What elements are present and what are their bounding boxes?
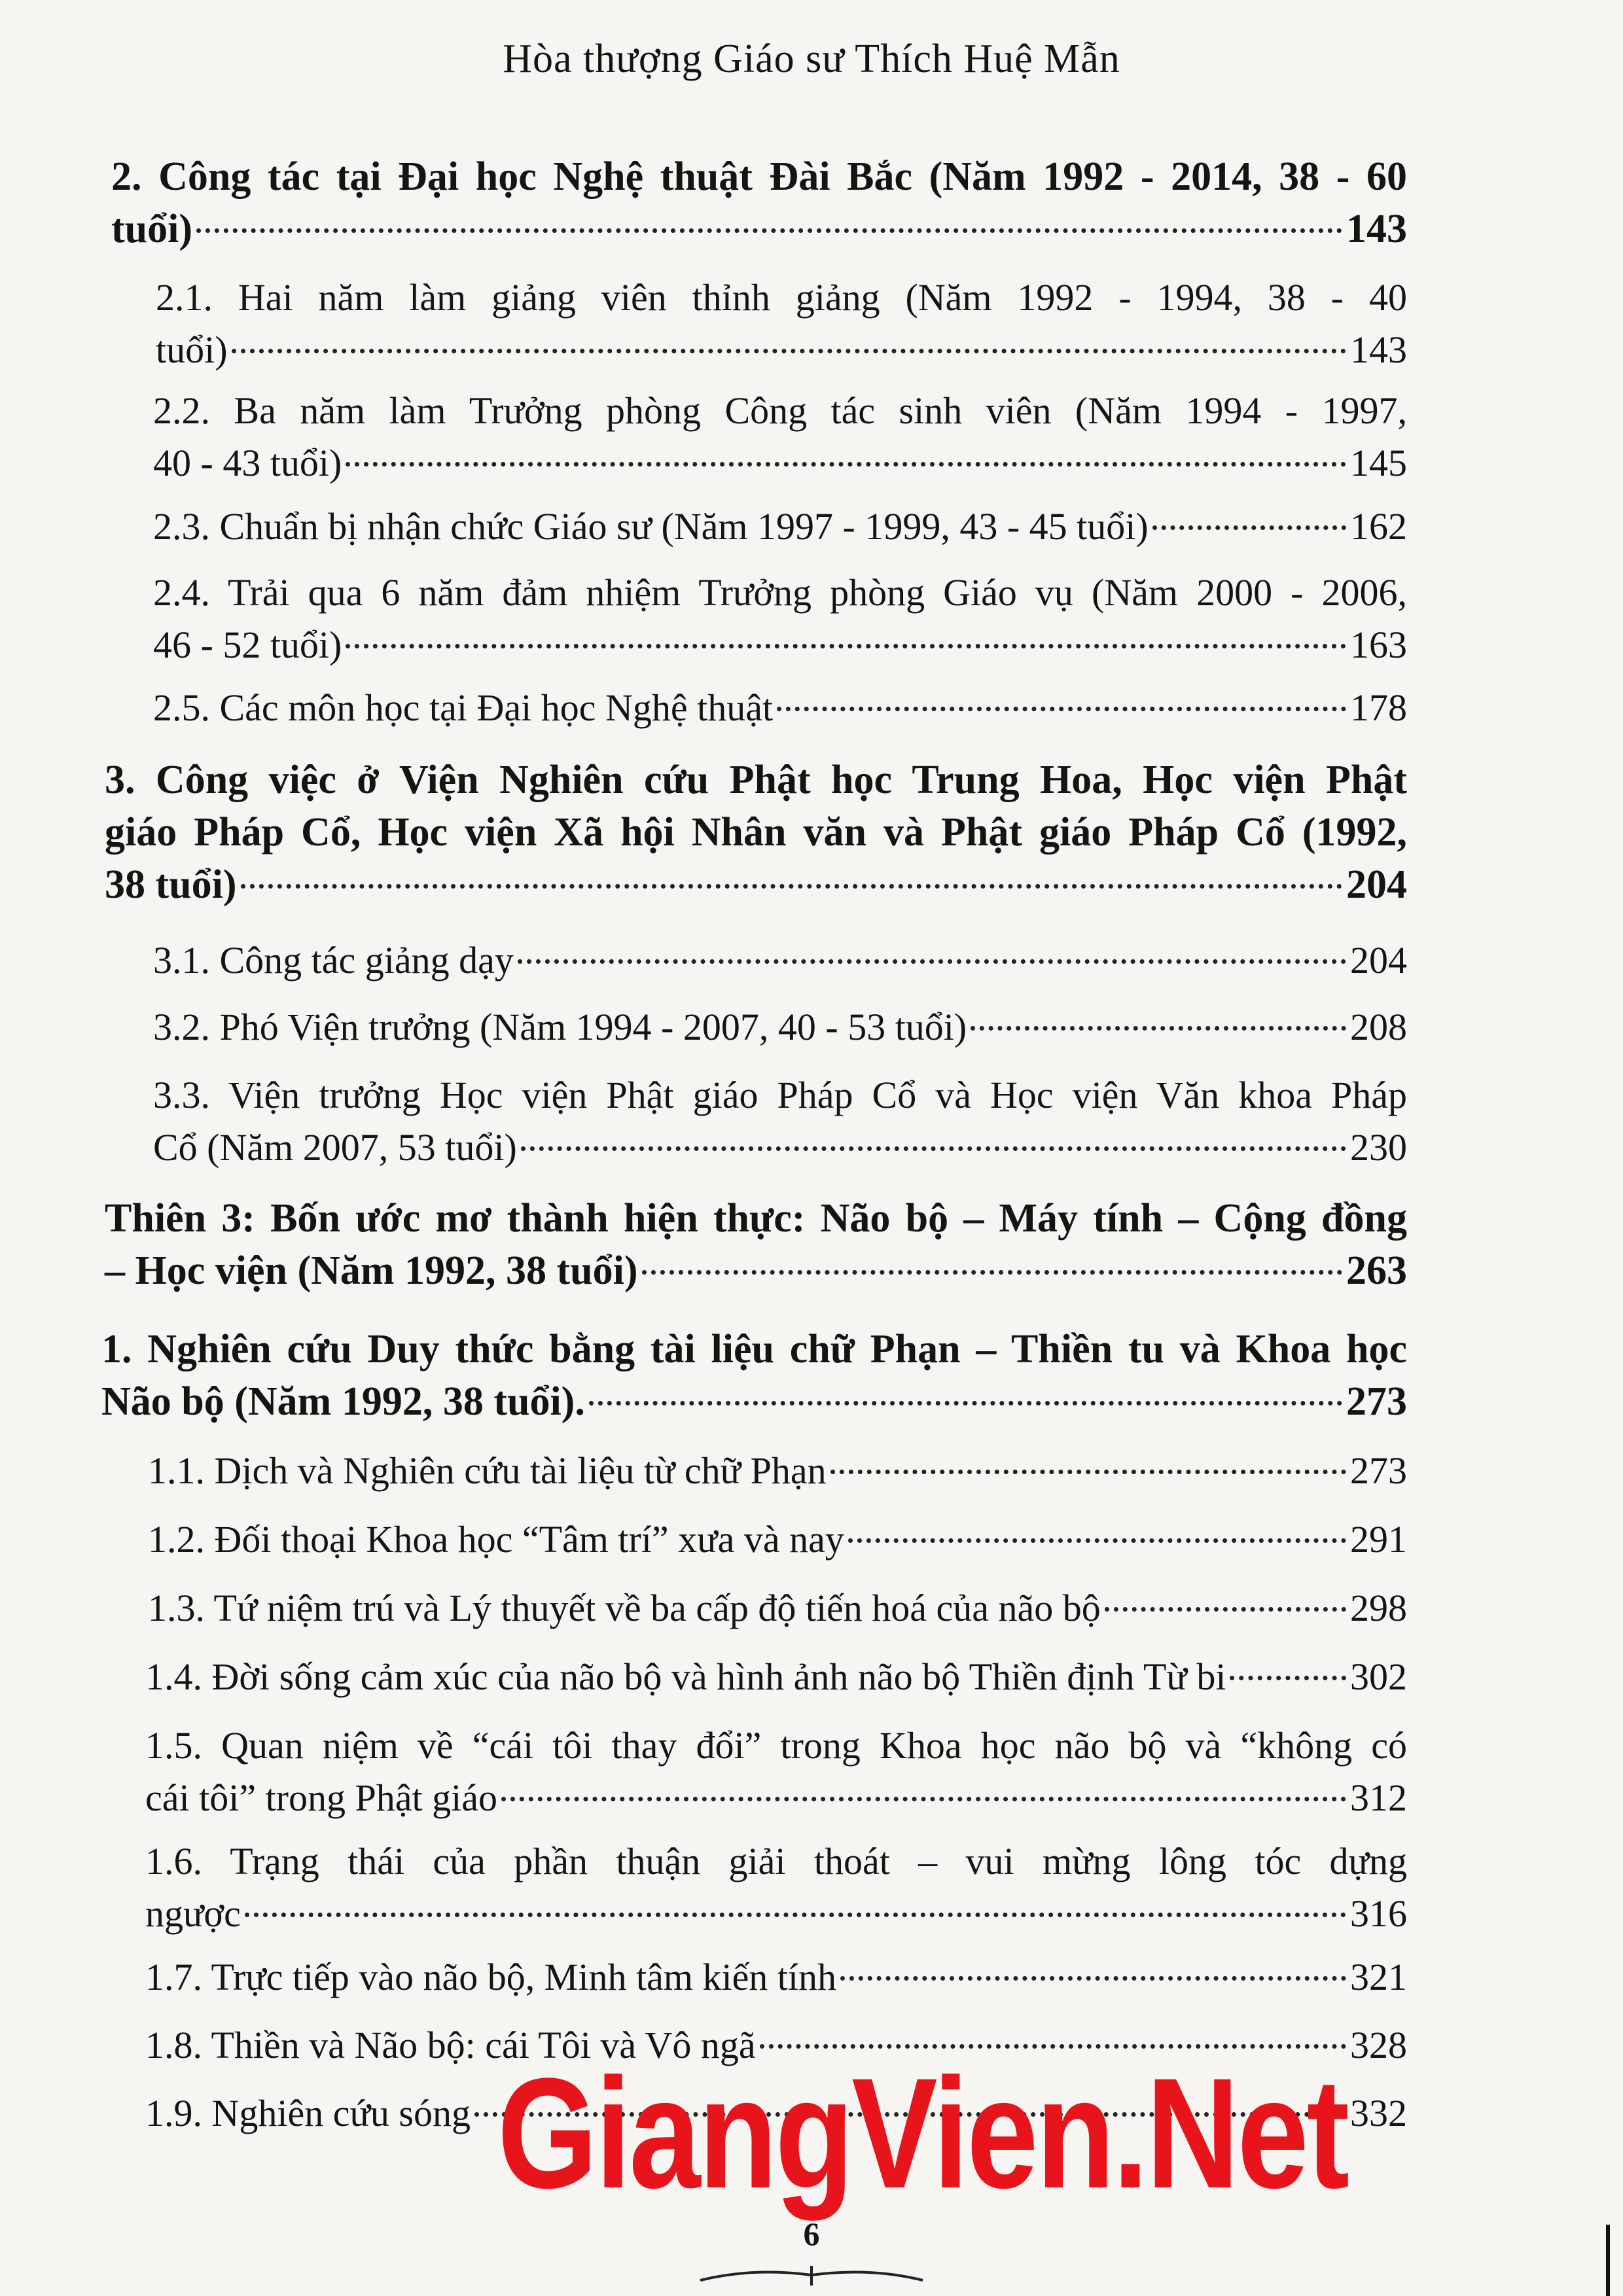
dot-leader: [241, 884, 1343, 889]
toc-entry-title-line2: 40 - 43 tuổi): [153, 442, 342, 484]
toc-entry-page: 143: [1346, 207, 1407, 251]
toc-entry-page: 316: [1350, 1892, 1407, 1935]
toc-entry-page: 273: [1350, 1449, 1407, 1492]
toc-entry-page: 204: [1346, 862, 1407, 907]
toc-entry-page: 328: [1350, 2024, 1407, 2066]
dot-leader: [501, 1797, 1346, 1801]
dot-leader: [518, 959, 1346, 964]
toc-entry-title-line2: – Học viện (Năm 1992, 38 tuổi): [105, 1248, 638, 1293]
dot-leader: [232, 349, 1346, 353]
toc-entry-title-line1: 3.3. Viện trưởng Học viện Phật giáo Pháp Cổ và Học viện Văn khoa Pháp: [153, 1074, 1407, 1116]
toc-entry-title-line1: 1.6. Trạng thái của phần thuận giải thoát – vui mừng lông tóc dựng: [145, 1840, 1407, 1882]
toc-entry-title-line2: 46 - 52 tuổi): [153, 624, 342, 666]
dot-leader: [840, 1976, 1346, 1981]
toc-entry: [153, 934, 1407, 987]
page-edge-mark: [1606, 2225, 1610, 2296]
toc-entry-page: 321: [1350, 1956, 1407, 1998]
toc-entry: [153, 385, 1407, 489]
toc-entry-title-line1: 3. Công việc ở Viện Nghiên cứu Phật học Trung Hoa, Học viện Phật: [105, 758, 1407, 802]
page-number: 6: [803, 2216, 820, 2252]
toc-entry-title: 2.5. Các môn học tại Đại học Nghệ thuật: [153, 686, 774, 729]
toc-entry-title-line2: ngược: [145, 1892, 241, 1935]
toc-entry: [145, 1951, 1407, 2004]
toc-entry-page: 332: [1350, 2092, 1407, 2134]
dot-leader: [245, 1913, 1346, 1917]
toc-entry-page: 162: [1350, 505, 1407, 548]
toc-entry-title-line2: tuổi): [156, 328, 228, 371]
toc-entry: [105, 754, 1407, 911]
toc-entry: [153, 1069, 1407, 1174]
toc-entry: [111, 150, 1407, 255]
toc-entry: [153, 1001, 1407, 1053]
dot-leader: [1105, 1607, 1346, 1612]
toc-entry-title-line1: 2. Công tác tại Đại học Nghệ thuật Đài Bắc (Năm 1992 - 2014, 38 - 60: [111, 154, 1407, 199]
toc-entry: [153, 567, 1407, 671]
toc-entry-title-line1: Thiên 3: Bốn ước mơ thành hiện thực: Não bộ – Máy tính – Cộng đồng: [105, 1196, 1407, 1241]
toc-entry-title-line1: 2.2. Ba năm làm Trưởng phòng Công tác sinh viên (Năm 1994 - 1997,: [153, 389, 1407, 432]
watermark: GiangVien.Net: [497, 2045, 1347, 2221]
dot-leader: [1230, 1676, 1346, 1680]
toc-entry: [145, 1720, 1407, 1824]
toc-entry-title-line2: cái tôi” trong Phật giáo: [145, 1776, 497, 1819]
toc-entry-title: 1.8. Thiền và Não bộ: cái Tôi và Vô ngã: [145, 2024, 756, 2066]
toc-entry-page: 230: [1350, 1126, 1407, 1169]
toc-entry-title-line2: tuổi): [111, 207, 192, 251]
toc-entry: [148, 1513, 1407, 1566]
toc-entry-page: 208: [1350, 1006, 1407, 1048]
dot-leader: [346, 644, 1346, 648]
toc-entry-title: 1.7. Trực tiếp vào não bộ, Minh tâm kiến tính: [145, 1956, 837, 1998]
toc-entry-title: 3.2. Phó Viện trưởng (Năm 1994 - 2007, 40 - 53 tuổi): [153, 1006, 967, 1048]
toc-entry-page: 163: [1350, 624, 1407, 666]
toc-entry: [105, 1192, 1407, 1297]
toc-entry: [145, 1835, 1407, 1940]
toc-entry-page: 143: [1350, 328, 1407, 371]
toc-entry-title: 2.3. Chuẩn bị nhận chức Giáo sư (Năm 1997 - 1999, 43 - 45 tuổi): [153, 505, 1149, 548]
dot-leader: [777, 707, 1346, 711]
toc-entry-title: 1.9. Nghiên cứu sóng: [145, 2092, 471, 2134]
dot-leader: [521, 1146, 1346, 1151]
dot-leader: [196, 228, 1342, 233]
toc-entry-page: 312: [1350, 1776, 1407, 1819]
toc-entry: [148, 1582, 1407, 1634]
dot-leader: [971, 1026, 1346, 1031]
toc-entry: [148, 1445, 1407, 1497]
toc-entry-title-line3: 38 tuổi): [105, 862, 237, 907]
toc-entry: [145, 1651, 1407, 1703]
toc-entry-title: 1.2. Đối thoại Khoa học “Tâm trí” xưa và nay: [148, 1518, 844, 1561]
toc-entry-page: 273: [1346, 1379, 1407, 1424]
toc-entry-title: 1.3. Tứ niệm trú và Lý thuyết về ba cấp độ tiến hoá của não bộ: [148, 1587, 1101, 1629]
toc-entry-title-line1: 1. Nghiên cứu Duy thức bằng tài liệu chữ Phạn – Thiền tu và Khoa học: [101, 1327, 1407, 1371]
toc-entry-title-line2: Não bộ (Năm 1992, 38 tuổi).: [101, 1379, 585, 1424]
toc-entry-title: 1.4. Đời sống cảm xúc của não bộ và hình ảnh não bộ Thiền định Từ bi: [145, 1655, 1226, 1698]
dot-leader: [642, 1270, 1342, 1275]
toc-entry: [156, 272, 1407, 376]
dot-leader: [589, 1401, 1342, 1405]
toc-entry-page: 263: [1346, 1248, 1407, 1293]
running-header: Hòa thượng Giáo sư Thích Huệ Mẫn: [503, 37, 1120, 81]
toc-entry-page: 302: [1350, 1655, 1407, 1698]
toc-entry-title: 1.1. Dịch và Nghiên cứu tài liệu từ chữ Phạn: [148, 1449, 827, 1492]
ornament-icon: [694, 2261, 929, 2287]
toc-entry-title-line2: giáo Pháp Cổ, Học viện Xã hội Nhân văn và Phật giáo Pháp Cổ (1992,: [105, 810, 1407, 855]
toc-entry: [101, 1323, 1407, 1428]
toc-entry-title-line2: Cổ (Năm 2007, 53 tuổi): [153, 1126, 517, 1169]
dot-leader: [830, 1470, 1346, 1474]
toc-entry-title-line1: 2.1. Hai năm làm giảng viên thỉnh giảng (Năm 1992 - 1994, 38 - 40: [156, 276, 1407, 319]
dot-leader: [1152, 525, 1346, 530]
toc-entry: [153, 682, 1407, 734]
toc-entry: [153, 501, 1407, 553]
toc-entry-page: 291: [1350, 1518, 1407, 1561]
toc-entry-title: 3.1. Công tác giảng dạy: [153, 939, 514, 981]
toc-entry-page: 178: [1350, 686, 1407, 729]
dot-leader: [346, 462, 1346, 467]
toc-entry-page: 298: [1350, 1587, 1407, 1629]
toc-entry-page: 204: [1350, 939, 1407, 981]
dot-leader: [848, 1538, 1346, 1543]
toc-entry-page: 145: [1350, 442, 1407, 484]
toc-entry-title-line1: 2.4. Trải qua 6 năm đảm nhiệm Trưởng phòng Giáo vụ (Năm 2000 - 2006,: [153, 571, 1407, 614]
toc-entry-title-line1: 1.5. Quan niệm về “cái tôi thay đổi” trong Khoa học não bộ và “không có: [145, 1724, 1407, 1767]
